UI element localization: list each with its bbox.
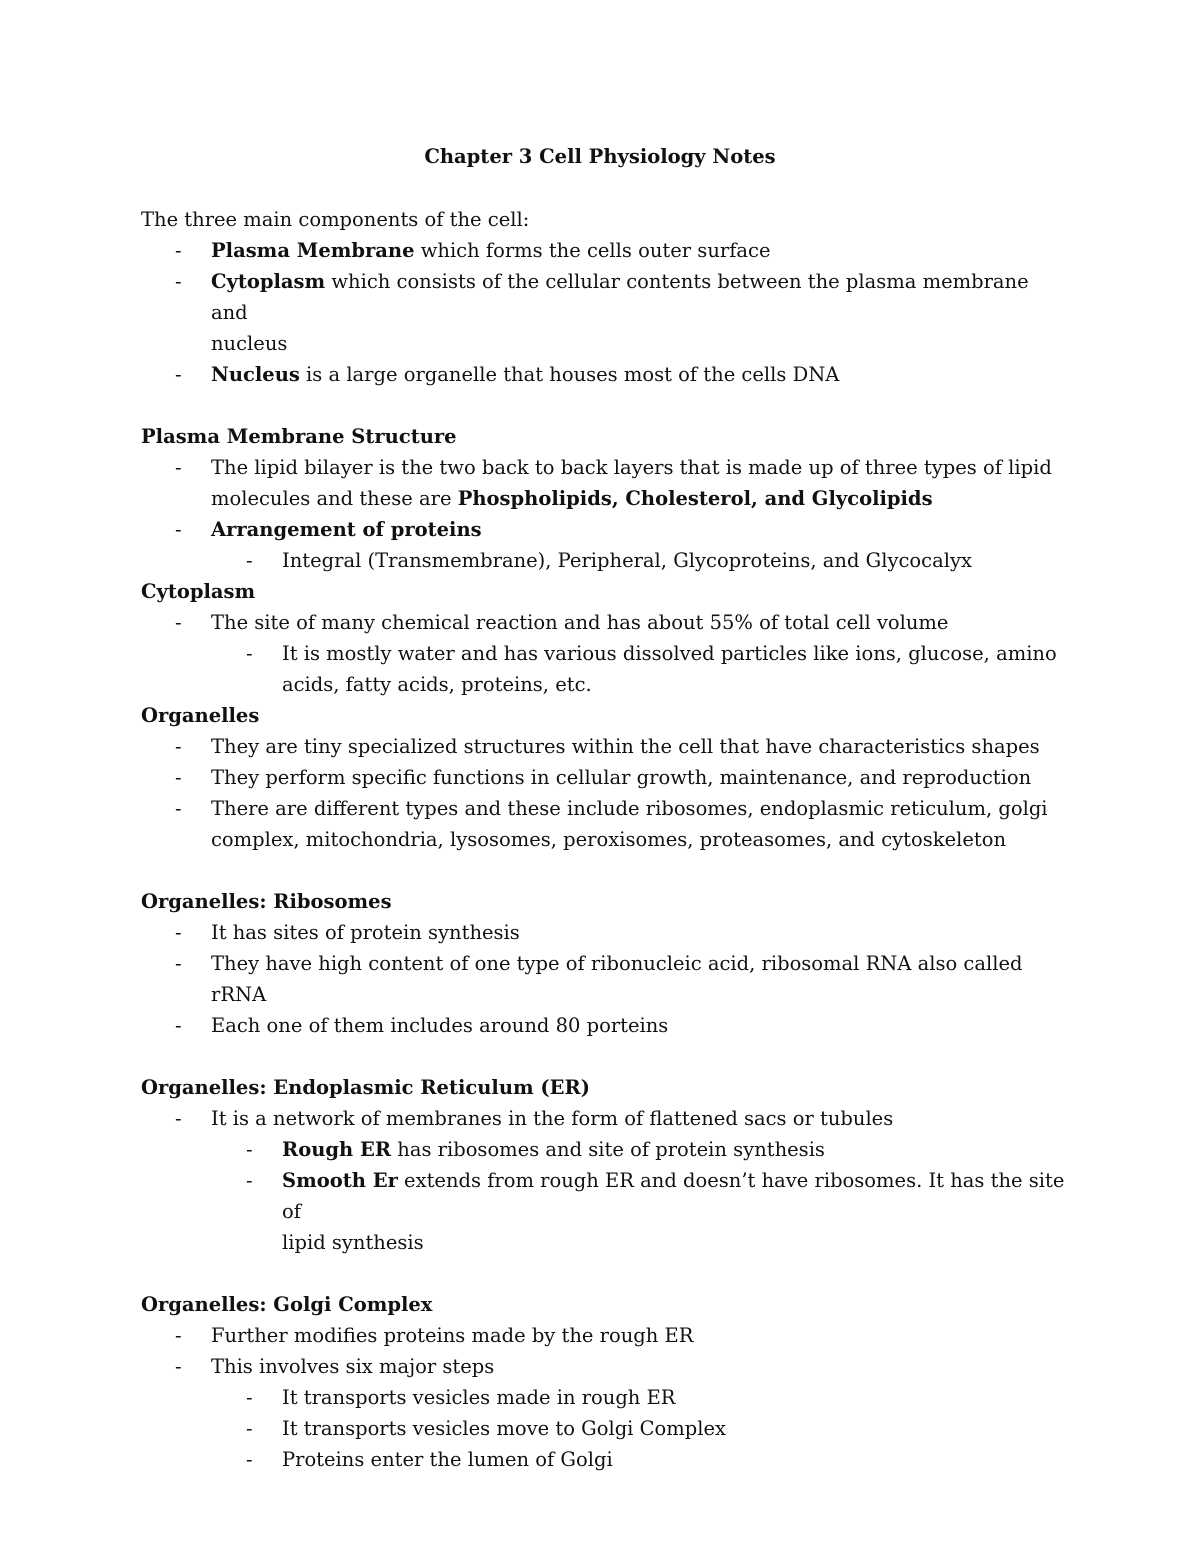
spacer — [141, 1258, 1071, 1289]
list-item: - They are tiny specialized structures within the cell that have characteristics shapes — [141, 731, 1071, 762]
bullet-dash: - — [175, 952, 182, 975]
list-item: - Plasma Membrane which forms the cells outer surface — [141, 235, 1071, 266]
sub-list-item-continuation: acids, fatty acids, proteins, etc. — [282, 673, 592, 696]
list-item: - There are different types and these include ribosomes, endoplasmic reticulum, golgi — [141, 793, 1071, 824]
bullet-dash: - — [246, 1417, 253, 1440]
bullet-dash: - — [175, 1324, 182, 1347]
sub-list-item: - Rough ER has ribosomes and site of protein synthesis — [141, 1134, 1071, 1165]
list-item: - Cytoplasm which consists of the cellular contents between the plasma membrane and — [141, 266, 1071, 328]
list-item: - It is a network of membranes in the form of flattened sacs or tubules — [141, 1103, 1071, 1134]
intro-text: The three main components of the cell: — [141, 208, 530, 231]
list-item: - Each one of them includes around 80 porteins — [141, 1010, 1071, 1041]
bullet-dash: - — [175, 766, 182, 789]
list-item: - Further modifies proteins made by the rough ER — [141, 1320, 1071, 1351]
bullet-dash: - — [246, 642, 253, 665]
bullet-dash: - — [175, 735, 182, 758]
bullet-dash: - — [175, 239, 182, 262]
sub-list-item-continuation: lipid synthesis — [282, 1231, 424, 1254]
page-title: Chapter 3 Cell Physiology Notes — [424, 145, 776, 168]
bullet-dash: - — [175, 1107, 182, 1130]
bullet-dash: - — [246, 549, 253, 572]
bullet-dash: - — [175, 456, 182, 479]
section-heading: Organelles: Golgi Complex — [141, 1293, 433, 1316]
list-item: - They perform specific functions in cellular growth, maintenance, and reproduction — [141, 762, 1071, 793]
list-item-continuation: molecules and these are Phospholipids, Cholesterol, and Glycolipids — [211, 487, 933, 510]
list-item: - They have high content of one type of ribonucleic acid, ribosomal RNA also called rRNA — [141, 948, 1071, 1010]
bullet-dash: - — [175, 921, 182, 944]
bullet-dash: - — [246, 1138, 253, 1161]
spacer — [141, 390, 1071, 421]
section-heading: Plasma Membrane Structure — [141, 425, 457, 448]
list-item-continuation: complex, mitochondria, lysosomes, peroxisomes, proteasomes, and cytoskeleton — [211, 828, 1007, 851]
bullet-dash: - — [175, 518, 182, 541]
spacer — [141, 855, 1071, 886]
list-item: - Nucleus is a large organelle that houses most of the cells DNA — [141, 359, 1071, 390]
list-item: - This involves six major steps — [141, 1351, 1071, 1382]
bullet-dash: - — [175, 270, 182, 293]
sub-list-item: - Proteins enter the lumen of Golgi — [141, 1444, 1071, 1475]
sub-list-item: - It is mostly water and has various dissolved particles like ions, glucose, amino — [141, 638, 1071, 669]
list-item: - The site of many chemical reaction and has about 55% of total cell volume — [141, 607, 1071, 638]
spacer — [141, 1041, 1071, 1072]
bullet-dash: - — [175, 797, 182, 820]
bullet-dash: - — [175, 611, 182, 634]
bullet-dash: - — [175, 363, 182, 386]
list-item: - It has sites of protein synthesis — [141, 917, 1071, 948]
bullet-dash: - — [246, 1448, 253, 1471]
list-item: - The lipid bilayer is the two back to back layers that is made up of three types of lipid — [141, 452, 1071, 483]
section-heading: Cytoplasm — [141, 580, 256, 603]
bullet-dash: - — [175, 1014, 182, 1037]
section-heading: Organelles: Endoplasmic Reticulum (ER) — [141, 1076, 590, 1099]
bullet-dash: - — [246, 1169, 253, 1192]
sub-list-item: - It transports vesicles move to Golgi Complex — [141, 1413, 1071, 1444]
section-heading: Organelles — [141, 704, 260, 727]
sub-list-item: - Smooth Er extends from rough ER and doesn’t have ribosomes. It has the site of — [141, 1165, 1071, 1227]
bullet-dash: - — [246, 1386, 253, 1409]
sub-list-item: - Integral (Transmembrane), Peripheral, Glycoproteins, and Glycocalyx — [141, 545, 1071, 576]
section-heading: Organelles: Ribosomes — [141, 890, 392, 913]
list-item: - Arrangement of proteins — [141, 514, 1071, 545]
list-item-continuation: nucleus — [211, 332, 288, 355]
sub-list-item: - It transports vesicles made in rough ER — [141, 1382, 1071, 1413]
document-body — [141, 204, 1071, 1475]
bullet-dash: - — [175, 1355, 182, 1378]
